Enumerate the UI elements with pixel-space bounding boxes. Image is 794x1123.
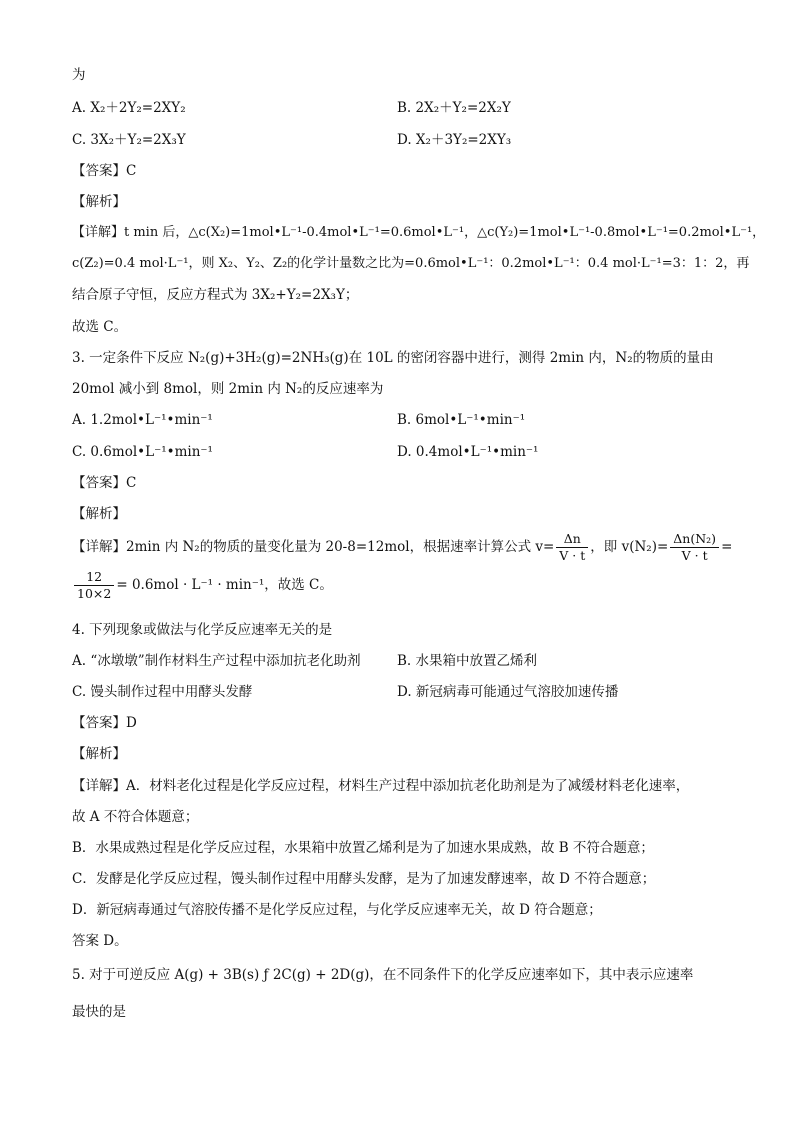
q3-detail-tail: = 0.6mol · L⁻¹ · min⁻¹，故选 C。 bbox=[116, 577, 333, 593]
q3-detail-formula-line bbox=[72, 530, 732, 564]
q2-option-a: A. X₂＋2Y₂=2XY₂ bbox=[72, 100, 186, 116]
q2-option-d: D. X₂＋3Y₂=2XY₃ bbox=[397, 132, 512, 148]
n2-value-denominator: 10×2 bbox=[77, 586, 112, 601]
q2-detail-line-1: 【详解】t min 后，△c(X₂)=1mol•L⁻¹-0.4mol•L⁻¹=0.6mol•L⁻¹，△c(Y₂)=1mol•L⁻¹-0.8mol•L⁻¹=0.2mol•L⁻¹， bbox=[72, 225, 766, 240]
q2-conclusion: 故选 C。 bbox=[72, 319, 128, 335]
q4-detail-line-5: D．新冠病毒通过气溶胶传播不是化学反应过程，与化学反应速率无关，故 D 符合题意； bbox=[72, 902, 602, 918]
q3-detail-equals: = bbox=[721, 539, 733, 555]
rate-formula-numerator: Δn bbox=[556, 531, 588, 548]
q4-analysis-heading: 【解析】 bbox=[72, 746, 126, 762]
q5-stem-line-1: 5. 对于可逆反应 A(g) + 3B(s) ƒ 2C(g) + 2D(g)，在不同条件下的化学反应速率如下，其中表示应速率 bbox=[72, 967, 694, 983]
q3-detail-lead: 【详解】2min 内 N₂的物质的量变化量为 20-8=12mol，根据速率计算公式 v= bbox=[72, 539, 555, 555]
q2-analysis-heading: 【解析】 bbox=[72, 194, 126, 210]
q3-option-b: B. 6mol•L⁻¹•min⁻¹ bbox=[397, 412, 526, 428]
n2-rate-fraction bbox=[670, 531, 719, 564]
q4-option-a: A. “冰墩墩”制作材料生产过程中添加抗老化助剂 bbox=[72, 653, 361, 669]
q2-option-b: B. 2X₂＋Y₂=2X₂Y bbox=[397, 100, 511, 116]
q4-option-d: D. 新冠病毒可能通过气溶胶加速传播 bbox=[397, 684, 619, 700]
q5-stem-line-2: 最快的是 bbox=[72, 1004, 126, 1020]
q4-detail-line-3: B．水果成熟过程是化学反应过程，水果箱中放置乙烯利是为了加速水果成熟，故 B 不符合题意； bbox=[72, 840, 654, 856]
q4-option-c: C. 馒头制作过程中用酵头发酵 bbox=[72, 684, 253, 700]
q3-option-a: A. 1.2mol•L⁻¹•min⁻¹ bbox=[72, 412, 213, 428]
q4-stem: 4. 下列现象或做法与化学反应速率无关的是 bbox=[72, 622, 333, 638]
q3-detail-result-line bbox=[72, 568, 333, 602]
q3-answer: 【答案】C bbox=[72, 475, 137, 491]
q2-stem-tail: 为 bbox=[72, 67, 86, 83]
q2-detail-line-3: 结合原子守恒，反应方程式为 3X₂+Y₂=2X₃Y； bbox=[72, 287, 359, 303]
q3-option-c: C. 0.6mol•L⁻¹•min⁻¹ bbox=[72, 444, 213, 460]
q4-detail-line-4: C．发酵是化学反应过程，馒头制作过程中用酵头发酵，是为了加速发酵速率，故 D 不符合题意； bbox=[72, 871, 656, 887]
q4-conclusion: 答案 D。 bbox=[72, 933, 128, 949]
q3-stem-line-2: 20mol 减小到 8mol，则 2min 内 N₂的反应速率为 bbox=[72, 381, 384, 397]
rate-formula-fraction bbox=[556, 531, 588, 564]
q4-answer: 【答案】D bbox=[72, 715, 137, 731]
q3-option-d: D. 0.4mol•L⁻¹•min⁻¹ bbox=[397, 444, 539, 460]
n2-rate-numerator: Δn(N₂) bbox=[670, 531, 719, 548]
q3-stem-line-1: 3. 一定条件下反应 N₂(g)+3H₂(g)=2NH₃(g)在 10L 的密闭容器中进行，测得 2min 内，N₂的物质的量由 bbox=[72, 350, 714, 366]
q2-detail-line-2: c(Z₂)=0.4 mol·L⁻¹，则 X₂、Y₂、Z₂的化学计量数之比为=0.6mol•L⁻¹：0.2mol•L⁻¹：0.4 mol·L⁻¹=3：1：2，再 bbox=[72, 256, 750, 271]
n2-value-numerator: 12 bbox=[74, 569, 114, 586]
q2-answer: 【答案】C bbox=[72, 163, 137, 179]
q3-detail-mid: ，即 v(N₂)= bbox=[590, 539, 669, 555]
q4-detail-line-2: 故 A 不符合体题意； bbox=[72, 809, 199, 825]
q4-detail-line-1: 【详解】A．材料老化过程是化学反应过程，材料生产过程中添加抗老化助剂是为了减缓材料老化速率， bbox=[72, 778, 690, 794]
rate-formula-denominator: V · t bbox=[559, 548, 586, 563]
q3-analysis-heading: 【解析】 bbox=[72, 506, 126, 522]
n2-value-fraction bbox=[74, 569, 114, 602]
q2-option-c: C. 3X₂＋Y₂=2X₃Y bbox=[72, 132, 186, 148]
n2-rate-denominator: V · t bbox=[681, 548, 708, 563]
q4-option-b: B. 水果箱中放置乙烯利 bbox=[397, 653, 538, 669]
